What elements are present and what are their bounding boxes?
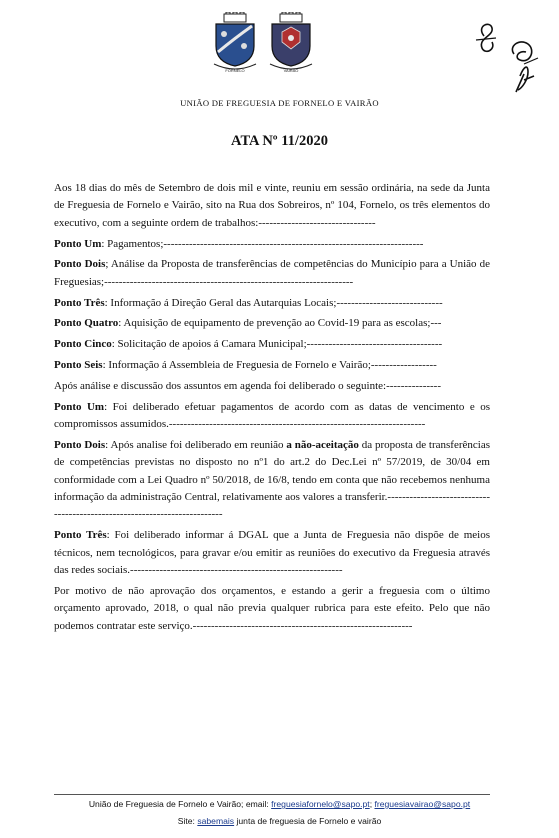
agenda-text: : Pagamentos;----------------------------------------------------------------------- <box>101 237 424 250</box>
signature-mark <box>470 14 550 96</box>
crest-vairao-icon <box>270 12 312 73</box>
agenda-item <box>54 236 490 253</box>
agenda-item <box>54 315 490 332</box>
deliberation-label: Ponto Um <box>54 400 105 413</box>
deliberation-emphasis: a não-aceitação <box>286 438 359 451</box>
agenda-label: Ponto Quatro <box>54 317 119 330</box>
site-rest: junta de freguesia de Fornelo e vairão <box>234 816 382 826</box>
crests <box>210 12 322 76</box>
deliberation-label: Ponto Três <box>54 529 107 542</box>
email-link-vairao[interactable]: freguesiavairao@sapo.pt <box>374 799 471 809</box>
footer-contact <box>0 799 559 809</box>
agenda-label: Ponto Dois <box>54 258 106 271</box>
agenda-text: ; Análise da Proposta de transferências de competências do Município para a União de Freguesias;-------------------------------------------------------------------- <box>54 258 491 288</box>
agenda-item <box>54 295 490 312</box>
deliberation-item <box>54 527 490 579</box>
svg-text:VAIRÃO: VAIRÃO <box>283 68 299 73</box>
deliberation-intro: Após análise e discussão dos assuntos em agenda foi deliberado o seguinte:--------------- <box>54 379 442 392</box>
agenda-text: : Informação á Direção Geral das Autarquias Locais;----------------------------- <box>104 296 443 309</box>
deliberation-item <box>54 399 490 434</box>
deliberation-text: : Após analise foi deliberado em reunião <box>105 438 287 451</box>
agenda-text: : Solicitação de apoios á Camara Municipal;------------------------------------- <box>111 338 443 351</box>
agenda-label: Ponto Três <box>54 296 105 309</box>
closing-paragraph: Por motivo de não aprovação dos orçamentos, e estando a gerir a freguesia com o último orçamento aprovado, 2018, o qual não previa qualquer rubrica para este efeito. Pelo que não podemos contratar este serviço.------------------------------------------------------------ <box>54 584 490 632</box>
agenda-label: Ponto Seis <box>54 359 103 371</box>
intro-paragraph: Aos 18 dias do mês de Setembro de dois mil e vinte, reuniu em sessão ordinária, na sede da Junta de Freguesia de Fornelo e Vairão, sito na Rua dos Sobreiros, nº 104, Fornelo, os três elementos do executivo, com a seguinte ordem de trabalhos:-------------------------------- <box>54 182 490 229</box>
minutes-body <box>54 180 490 638</box>
deliberation-text: : Foi deliberado efetuar pagamentos de acordo com as datas de vencimento e os compromissos assumidos.---------------------------------------------------------------------- <box>54 400 490 430</box>
deliberation-label: Ponto Dois <box>54 438 106 451</box>
footer-prefix: União de Freguesia de Fornelo e Vairão; email: <box>88 799 272 809</box>
agenda-text: : Informação á Assembleia de Freguesia de Fornelo e Vairão;------------------ <box>102 359 437 371</box>
agenda-item <box>54 336 490 353</box>
site-link[interactable]: sabemais <box>197 816 235 826</box>
deliberation-text: da proposta de transferências de competências previstas no disposto no nº1 do art.2 do Dec.Lei nº 57/2019, de 30/04 em conformidade com a Lei Quadro nº 50/2018, de 16/8, tendo em conta que não recebemos nenhuma informação da administração Central, relativamente aos valores a transferir.-------------------------------------------------------------------------- <box>54 438 490 521</box>
site-label: Site: <box>177 816 198 826</box>
agenda-label: Ponto Um <box>54 237 102 250</box>
crest-fornelo-icon <box>214 12 256 73</box>
document-title: ATA Nº 11/2020 <box>231 133 328 149</box>
agenda-item <box>54 256 490 291</box>
deliberation-item <box>54 437 490 524</box>
organization-name: UNIÃO DE FREGUESIA DE FORNELO E VAIRÃO <box>180 98 379 108</box>
agenda-item <box>54 357 490 374</box>
footer-separator: ; <box>369 799 375 809</box>
deliberation-text: : Foi deliberado informar á DGAL que a Junta de Freguesia não dispõe de meios técnicos, nem tecnológicos, para gravar e/ou emitir as reuniões do executivo da Freguesia através das redes sociais.---------------------------------------------------------- <box>54 529 490 577</box>
email-link-fornelo[interactable]: freguesiafornelo@sapo.pt <box>271 799 370 809</box>
footer-site <box>0 816 559 826</box>
footer-divider <box>54 794 490 795</box>
svg-text:FORNELO: FORNELO <box>225 68 245 73</box>
agenda-text: : Aquisição de equipamento de prevenção ao Covid-19 para as escolas;--- <box>118 317 442 330</box>
agenda-label: Ponto Cinco <box>54 338 112 351</box>
